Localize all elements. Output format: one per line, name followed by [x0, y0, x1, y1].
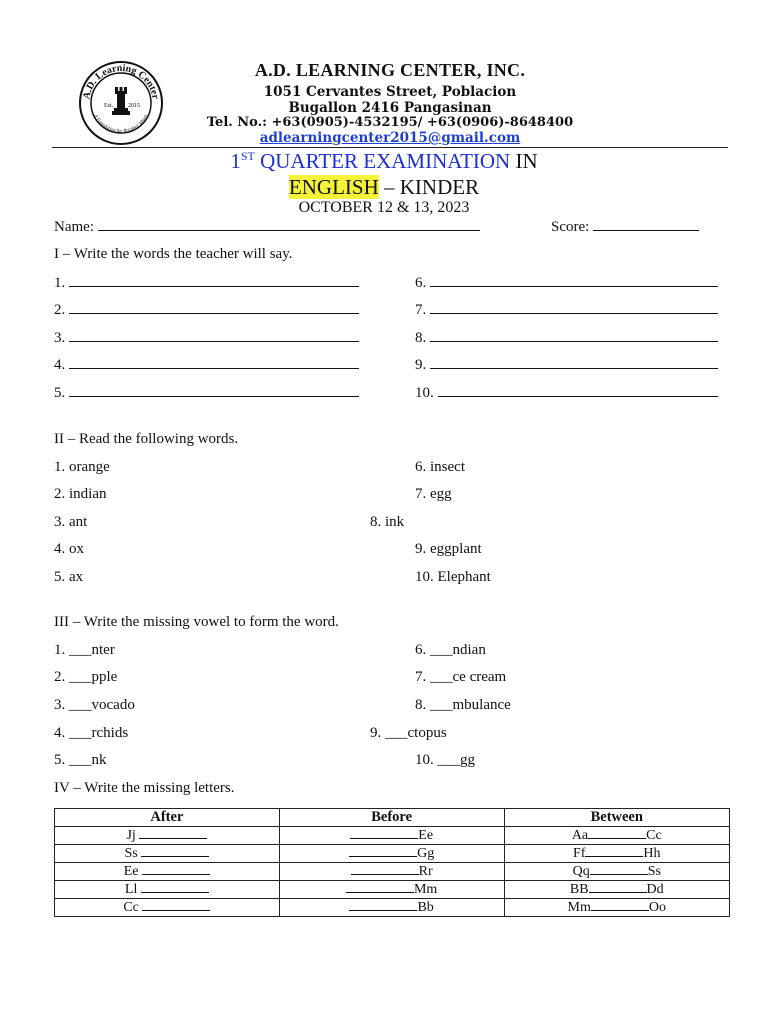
- name-label: Name:: [54, 219, 94, 235]
- email-link[interactable]: adlearningcenter2015@gmail.com: [259, 130, 521, 146]
- letter-pair: Gg: [417, 846, 435, 861]
- after-cell[interactable]: [55, 881, 280, 899]
- exam-date: OCTOBER 12 & 13, 2023: [298, 199, 470, 216]
- write-line-number: 3.: [54, 330, 66, 346]
- exam-subject-line: [0, 175, 768, 200]
- answer-blank[interactable]: [69, 384, 359, 397]
- table-row: [55, 881, 730, 899]
- after-cell[interactable]: [55, 863, 280, 881]
- write-line-number: 4.: [54, 357, 66, 373]
- between-cell[interactable]: [504, 827, 729, 845]
- logo-year: 2015: [128, 103, 140, 109]
- write-line-9[interactable]: [415, 356, 718, 374]
- address-line-1: 1051 Cervantes Street, Poblacion: [263, 84, 517, 100]
- letter-pair: Ll: [124, 882, 138, 897]
- write-line-number: 8.: [415, 330, 427, 346]
- before-cell[interactable]: [279, 827, 504, 845]
- after-cell[interactable]: [55, 827, 280, 845]
- section-1-title: I – Write the words the teacher will say.: [54, 246, 293, 262]
- answer-blank: [141, 845, 209, 857]
- section-4-title: IV – Write the missing letters.: [54, 780, 235, 796]
- table-row: [55, 845, 730, 863]
- write-line-number: 7.: [415, 302, 427, 318]
- letter-pair: Qq: [572, 864, 590, 879]
- letter-pair: Hh: [643, 846, 661, 861]
- answer-blank: [590, 863, 648, 875]
- before-cell[interactable]: [279, 899, 504, 917]
- letter-pair: Ff: [572, 846, 586, 861]
- score-field[interactable]: [551, 218, 699, 236]
- before-cell[interactable]: [279, 845, 504, 863]
- letter-pair: Jj: [126, 828, 136, 843]
- answer-blank: [142, 899, 210, 911]
- before-cell[interactable]: [279, 863, 504, 881]
- header-before: Before: [279, 809, 504, 827]
- read-word-item: 7. egg: [415, 486, 452, 502]
- read-word-item: 10. Elephant: [415, 569, 491, 585]
- letter-pair: Ss: [647, 864, 661, 879]
- answer-blank: [142, 863, 210, 875]
- write-line-7[interactable]: [415, 301, 718, 319]
- score-blank[interactable]: [593, 218, 699, 231]
- letter-pair: Bb: [417, 900, 434, 915]
- name-blank[interactable]: [98, 218, 480, 231]
- letter-pair: Ee: [418, 828, 434, 843]
- address-line-2: Bugallon 2416 Pangasinan: [288, 100, 492, 116]
- before-cell[interactable]: [279, 881, 504, 899]
- exam-ordinal-suffix: ST: [240, 149, 255, 163]
- missing-vowel-item[interactable]: 3. ___vocado: [54, 697, 135, 713]
- letter-pair: Oo: [648, 900, 666, 915]
- table-row: [55, 863, 730, 881]
- name-field[interactable]: [54, 218, 480, 236]
- answer-blank[interactable]: [430, 329, 718, 342]
- logo-est-label: Est.: [104, 103, 114, 109]
- letter-pair: Ss: [124, 846, 138, 861]
- answer-blank: [349, 845, 417, 857]
- write-line-1[interactable]: [54, 274, 359, 292]
- read-word-item: 8. ink: [370, 514, 405, 530]
- exam-in-text: IN: [515, 149, 538, 173]
- write-line-number: 6.: [415, 275, 427, 291]
- answer-blank[interactable]: [69, 356, 359, 369]
- answer-blank[interactable]: [430, 301, 718, 314]
- school-name: A.D. LEARNING CENTER, INC.: [254, 60, 526, 80]
- exam-level: – KINDER: [384, 175, 480, 199]
- answer-blank[interactable]: [69, 301, 359, 314]
- write-line-4[interactable]: [54, 356, 359, 374]
- exam-title: [0, 149, 768, 174]
- missing-vowel-item[interactable]: 5. ___nk: [54, 752, 107, 768]
- header-after: After: [55, 809, 280, 827]
- section-2-title: II – Read the following words.: [54, 431, 239, 447]
- between-cell[interactable]: [504, 881, 729, 899]
- answer-blank: [350, 827, 418, 839]
- missing-vowel-item[interactable]: 2. ___pple: [54, 669, 118, 685]
- table-header-row: [55, 809, 730, 827]
- missing-vowel-item[interactable]: 7. ___ce cream: [415, 669, 507, 685]
- between-cell[interactable]: [504, 863, 729, 881]
- missing-vowel-item[interactable]: 10. ___gg: [415, 752, 475, 768]
- answer-blank[interactable]: [438, 384, 718, 397]
- read-word-item: 3. ant: [54, 514, 88, 530]
- write-line-number: 9.: [415, 357, 427, 373]
- between-cell[interactable]: [504, 899, 729, 917]
- answer-blank[interactable]: [69, 329, 359, 342]
- letter-pair: Mm: [567, 900, 591, 915]
- missing-vowel-item[interactable]: 6. ___ndian: [415, 642, 486, 658]
- exam-ordinal: 1: [230, 149, 241, 173]
- between-cell[interactable]: [504, 845, 729, 863]
- letter-pair: Mm: [413, 882, 438, 897]
- read-word-item: 9. eggplant: [415, 541, 482, 557]
- read-word-item: 2. indian: [54, 486, 107, 502]
- answer-blank: [585, 845, 643, 857]
- header-divider: [52, 147, 728, 148]
- letter-pair: Aa: [571, 828, 589, 843]
- write-line-number: 5.: [54, 385, 66, 401]
- exam-subject: ENGLISH: [288, 175, 379, 199]
- write-line-3[interactable]: [54, 329, 359, 347]
- logo-motto-text: A Foundation for Brighter Minds: [92, 114, 150, 135]
- answer-blank: [139, 827, 207, 839]
- header-between: Between: [504, 809, 729, 827]
- telephone-numbers: Tel. No.: +63(0905)-4532195/ +63(0906)-8648400: [206, 115, 574, 130]
- after-cell[interactable]: [55, 845, 280, 863]
- write-line-2[interactable]: [54, 301, 359, 319]
- answer-blank[interactable]: [430, 274, 718, 287]
- table-row: [55, 899, 730, 917]
- answer-blank: [351, 863, 419, 875]
- section-3-title: III – Write the missing vowel to form the word.: [54, 614, 339, 630]
- letter-pair: Ee: [123, 864, 139, 879]
- read-word-item: 1. orange: [54, 459, 110, 475]
- letter-pair: Cc: [646, 828, 662, 843]
- missing-vowel-item[interactable]: 9. ___ctopus: [370, 725, 447, 741]
- write-line-6[interactable]: [415, 274, 718, 292]
- write-line-8[interactable]: [415, 329, 718, 347]
- read-word-item: 5. ax: [54, 569, 84, 585]
- score-label: Score:: [551, 219, 590, 235]
- read-word-item: 6. insect: [415, 459, 465, 475]
- write-line-5[interactable]: [54, 384, 359, 402]
- answer-blank: [588, 827, 646, 839]
- missing-vowel-item[interactable]: 1. ___nter: [54, 642, 115, 658]
- letter-pair: BB: [569, 882, 589, 897]
- missing-vowel-item[interactable]: 4. ___rchids: [54, 725, 129, 741]
- answer-blank: [346, 881, 414, 893]
- missing-letters-table: [54, 808, 730, 917]
- answer-blank: [141, 881, 209, 893]
- write-line-number: 2.: [54, 302, 66, 318]
- write-line-10[interactable]: [415, 384, 718, 402]
- letter-pair: Rr: [418, 864, 433, 879]
- answer-blank: [589, 881, 647, 893]
- table-row: [55, 827, 730, 845]
- logo-ring-text: A.D. Learning Center: [81, 62, 161, 101]
- write-line-number: 1.: [54, 275, 66, 291]
- after-cell[interactable]: [55, 899, 280, 917]
- missing-vowel-item[interactable]: 8. ___mbulance: [415, 697, 511, 713]
- answer-blank: [349, 899, 417, 911]
- read-word-item: 4. ox: [54, 541, 84, 557]
- write-line-number: 10.: [415, 385, 434, 401]
- letter-pair: Dd: [646, 882, 664, 897]
- answer-blank: [591, 899, 649, 911]
- answer-blank[interactable]: [430, 356, 718, 369]
- letter-pair: Cc: [123, 900, 139, 915]
- answer-blank[interactable]: [69, 274, 359, 287]
- exam-quarter-text: QUARTER EXAMINATION: [260, 149, 511, 173]
